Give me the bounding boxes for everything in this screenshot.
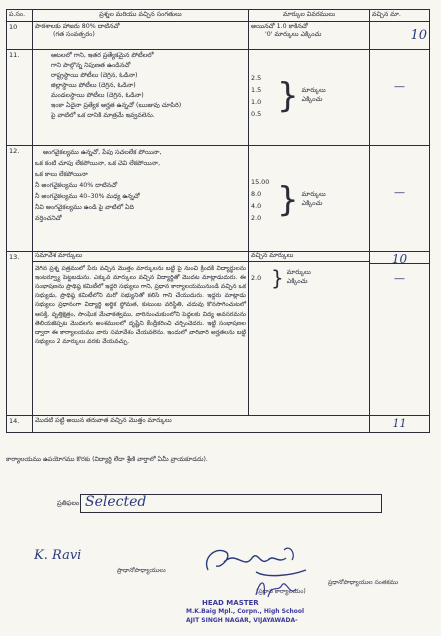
left-caption: ప్రాధానోపాధ్యాయులు <box>117 567 166 574</box>
row13-paragraph: వెగిన ప్రశ్న పత్రములో పేరు వచ్చిన మొత్తం మార్కులను బట్టి పై నుంచి క్రిందకి విద్యార్థులను ఇంటర్వ్యూ పెట్టబడును. ఎక్కువ మార్కులు వచ్చిన విద్యార్థితో మొదట మాట్లాడుదురు. ఈ సంభాషణను ప్రాథిష్ఠ కమిటీలో ఇద్దరి సభ్యులు గాని, ప్రధాన కార్యాలయమునుండి వచ్చిన ఒక సభ్యుడు, ప్రాథిష్ఠ కమిటీలోని మరో సభ్యునితో కలిసి గాని చేయుదురు. ఇద్దరు మాట్లాడు సభ్యులు ప్రధానంగా విద్యార్థి అర్థిక స్థోమత, కుటుంబ వరిస్థితి, చదువు కొనసాగించుటలో ఆసక్తి, వృత్తిక్షెత్రం, సాంఘిక మేచాకత్వము, వారినుంచుకుంలోని పెద్దలకు విద్య అవసరమను తెలియజెప్పట మొదలగు అంశములలో దృష్టిని కేంద్రీకరించి చర్చించెదరు. ఇట్టి సంభాషణల ద్వారా ఈ కార్యాలయము వారు సమావేశం చేయవలెను. ఇందులో వారివారి అర్హతలను బట్టి సభ్యులు 2 మార్కులు వరకు వేయవచ్చు. <box>35 265 246 345</box>
table-row-13 <box>7 251 430 415</box>
row12-point-0: 15.00 <box>251 177 270 186</box>
row11-brace: } <box>277 75 299 116</box>
row11-detail <box>249 49 370 145</box>
row10-detail <box>249 21 370 49</box>
row13-marks-word1: మార్కులు <box>286 269 311 277</box>
row12-line-1: ఒక కంటి చూపు లేకపోయినా, ఒక చెవి లేకపోయినా, <box>35 159 161 167</box>
row12-point-3: 2.0 <box>251 214 262 223</box>
remarks-box <box>80 494 382 513</box>
table-header-row <box>7 10 430 22</box>
table-row-12 <box>7 145 430 251</box>
row10-desc-line2: (గత సంవత్సరం) <box>53 31 95 38</box>
row13-point: 2.0 <box>251 273 262 282</box>
row11-no: 11. <box>7 49 33 145</box>
row12-got <box>370 145 430 251</box>
remarks-label: ప్రతిఫలం: <box>57 499 82 507</box>
row13-detail-head: వచ్చిన మార్కులు <box>249 252 369 263</box>
row12-line-6: వర్తించనిచో <box>35 214 62 222</box>
header-marks-detail: మార్కుల వివరములు <box>249 10 370 22</box>
table-row-10 <box>7 21 430 49</box>
row13-no: 13. <box>7 251 33 415</box>
row14-got <box>370 415 430 433</box>
row11-point-0: 2.5 <box>251 73 262 82</box>
row13-desc <box>33 251 249 415</box>
row14-no: 14. <box>7 415 33 433</box>
right-caption: ప్రధానోపాధ్యాయుల సంతకము <box>328 579 399 586</box>
header-marks-got: వచ్చిన మా. <box>370 10 430 22</box>
row13-detail <box>249 251 370 415</box>
stamp-line1: HEAD MASTER <box>202 599 259 607</box>
row11-desc <box>33 49 249 145</box>
row12-marks-word1: మార్కులు <box>301 191 326 199</box>
row10-got <box>370 21 430 49</box>
row11-line-2: రాష్ట్రస్థాయి పోటీలు (దెగ్రిన, ఓడినా) <box>51 71 138 79</box>
row10-desc-line1: పాఠశాలకు హాజరు 80% దాటినచో <box>35 22 120 30</box>
row12-point-1: 8.0 <box>251 189 262 198</box>
row11-marks-word2: ఎక్కించు <box>301 95 323 103</box>
left-signature: K. Ravi <box>34 548 82 563</box>
row11-line-3: జిల్లాస్థాయి పోటీలు (దెగ్రిన, ఓడినా) <box>51 81 136 89</box>
row12-line-2: ఒక కాలు లేకపోయినా <box>35 170 88 178</box>
row10-detail-line1: అయినచో 1.0 కాకినచో <box>251 22 308 30</box>
row14-desc-line: మొదటి పట్టి అయిన తరువాత వచ్చిన మొత్తం మార్కులు <box>35 416 172 424</box>
row11-point-2: 1.0 <box>251 97 262 106</box>
school-stamp <box>186 598 416 636</box>
row12-brace: } <box>277 179 299 220</box>
middle-caption: (ప్రధాన కార్యాలయం) <box>256 588 306 595</box>
row13-got-value: 10 <box>391 251 408 266</box>
row13-marks-word2: ఎక్కించు <box>286 278 308 285</box>
row11-line-0: ఆటలలో గాని, ఇతర ప్రత్యేకమైన పోటీలలో <box>51 51 154 59</box>
row10-detail-line2: '0' మార్కులు ఎక్కించు <box>265 31 322 38</box>
row10-got-value: 10 <box>410 27 427 43</box>
row13-title: సమావేశ మార్కులు <box>33 252 248 263</box>
row13-got-dash: — <box>394 271 405 285</box>
stamp-line3: AJIT SINGH NAGAR, VIJAYAWADA- <box>186 616 298 624</box>
row11-marks-word1: మార్కులు <box>301 87 326 95</box>
office-use-note: కార్యాలయము ఉపయోగము కొరకు (విద్యార్థి లేదా శ్రేణి వార్తాలో ఏమీ వ్రాయకూడదు). <box>6 456 208 463</box>
row13-got <box>370 251 430 415</box>
row11-line-5: ఇంకా ఏదైనా ప్రత్యేక అర్హత ఉన్నచో (ఋజువు చూపిరి) <box>51 101 182 109</box>
row14-got-value: 11 <box>392 416 407 430</box>
row11-line-6: పై వాటిలో ఒక దానికి మాత్రమే ఇవ్వవలెను. <box>51 111 155 119</box>
header-desc: ప్రశ్నల మరియు వచ్చిన సంగతులు <box>33 10 249 22</box>
row12-point-2: 4.0 <box>251 201 262 210</box>
row11-point-1: 1.5 <box>251 85 262 94</box>
row11-got <box>370 49 430 145</box>
row11-line-1: గాని పాల్గొన్న నిపుణత ఉండినచో <box>51 61 131 69</box>
row11-line-4: మండలస్థాయి పోటీలు (దెగ్రిన, ఓడినా) <box>51 91 144 99</box>
row12-line-4: నీ అంగవైకల్యము 40–30% మధ్య ఉన్నచో <box>35 192 140 200</box>
row12-line-5: నీవి అంగవైకల్యము ఉండి పై వాటిలో ఏది <box>35 203 134 211</box>
table-row-11 <box>7 49 430 145</box>
row11-point-3: 0.5 <box>251 110 262 119</box>
row11-got-value: — <box>394 79 405 93</box>
stamp-line2: M.K.Baig Mpl., Corpn., High School <box>186 608 305 616</box>
header-no: ప.సం. <box>7 10 33 22</box>
row12-detail <box>249 145 370 251</box>
row10-no: 10 <box>7 21 33 49</box>
row12-no: 12. <box>7 145 33 251</box>
row12-desc <box>33 145 249 251</box>
row13-brace: } <box>271 266 284 290</box>
row14-desc <box>33 415 370 433</box>
row12-line-3: నీ అంగవైకల్యము 40% దాటినచో <box>35 181 118 189</box>
row12-marks-word2: ఎక్కించు <box>301 199 323 207</box>
row12-line-0: అంగవైకల్యము ఉన్నచో, పేపు సచలలేక పోయినా, <box>43 148 162 156</box>
row12-got-value: — <box>394 185 405 199</box>
remarks-handwriting: Selected <box>85 494 147 510</box>
marks-table <box>6 9 430 433</box>
table-row-14 <box>7 415 430 433</box>
row10-desc <box>33 21 249 49</box>
